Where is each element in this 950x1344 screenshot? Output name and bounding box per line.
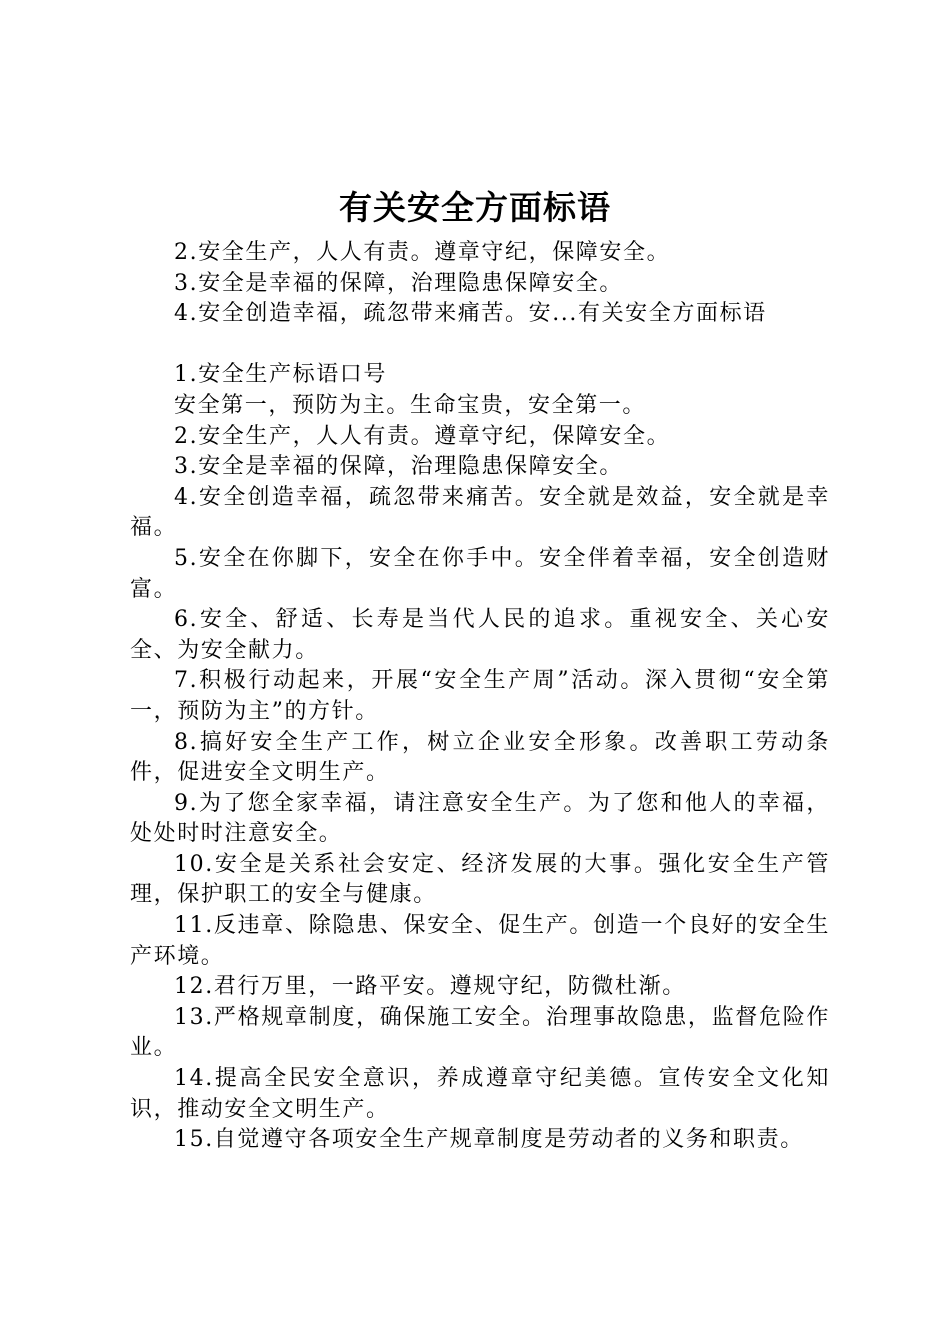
slogan-line: 8.搞好安全生产工作，树立企业安全形象。改善职工劳动条件，促进安全文明生产。 (130, 729, 830, 786)
document-title: 有关安全方面标语 (339, 188, 611, 227)
slogan-line: 14.提高全民安全意识，养成遵章守纪美德。宣传安全文化知识，推动安全文明生产。 (130, 1066, 830, 1122)
slogan-line: 2.安全生产，人人有责。遵章守纪，保障安全。 (174, 423, 671, 449)
slogan-line: 10.安全是关系社会安定、经济发展的大事。强化安全生产管理，保护职工的安全与健康。 (130, 851, 830, 908)
slogan-line: 6.安全、舒适、长寿是当代人民的追求。重视安全、关心安全、为安全献力。 (130, 607, 830, 663)
slogan-line: 11.反违章、除隐患、保安全、促生产。创造一个良好的安全生产环境。 (130, 913, 830, 969)
slogan-line: 5.安全在你脚下，安全在你手中。安全伴着幸福，安全创造财富。 (130, 545, 830, 602)
slogan-line: 4.安全创造幸福，疏忽带来痛苦。安全就是效益，安全就是幸福。 (130, 484, 830, 541)
document-body (130, 238, 830, 1156)
slogan-line: 12.君行万里，一路平安。遵规守纪，防微杜渐。 (174, 974, 686, 1000)
slogan-line: 4.安全创造幸福，疏忽带来痛苦。安...有关安全方面标语 (174, 301, 767, 327)
slogan-line: 安全第一，预防为主。生命宝贵，安全第一。 (174, 392, 647, 418)
slogan-line: 13.严格规章制度，确保施工安全。治理事故隐患，监督危险作业。 (130, 1004, 830, 1061)
slogan-line: 15.自觉遵守各项安全生产规章制度是劳动者的义务和职责。 (174, 1127, 804, 1153)
slogan-line: 2.安全生产，人人有责。遵章守纪，保障安全。 (174, 240, 671, 265)
section-heading: 1.安全生产标语口号 (174, 362, 387, 388)
slogan-line: 7.积极行动起来，开展“安全生产周”活动。深入贯彻“安全第一，预防为主”的方针。 (130, 668, 830, 724)
slogan-line: 9.为了您全家幸福，请注意安全生产。为了您和他人的幸福，处处时时注意安全。 (130, 790, 830, 847)
slogan-line: 3.安全是幸福的保障，治理隐患保障安全。 (174, 270, 623, 296)
slogan-line: 3.安全是幸福的保障，治理隐患保障安全。 (174, 454, 623, 480)
